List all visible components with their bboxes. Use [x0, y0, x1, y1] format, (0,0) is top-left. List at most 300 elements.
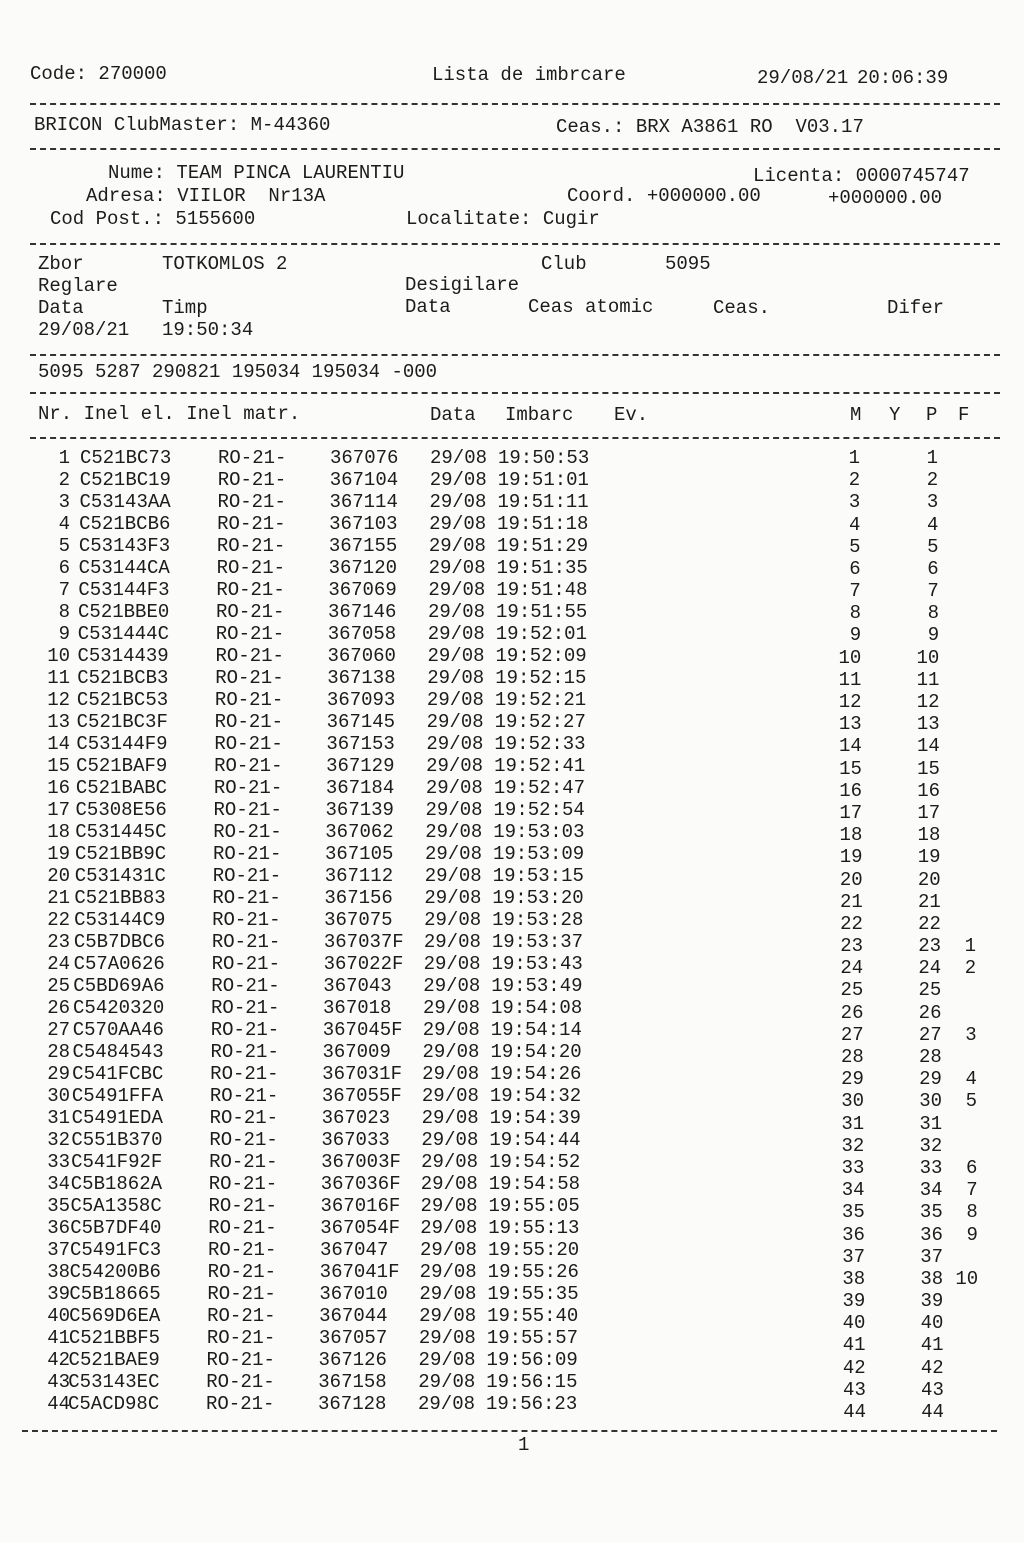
- table-row: [0, 755, 1024, 780]
- ring-number: 367129: [326, 755, 395, 777]
- row-number: 38: [47, 1261, 70, 1283]
- p-value: 22: [918, 912, 941, 935]
- m-value: 7: [849, 580, 861, 603]
- row-number: 24: [47, 953, 70, 975]
- basket-date: 29/08: [419, 1261, 477, 1283]
- ring-number: 367158: [318, 1371, 387, 1393]
- ring-number: 367126: [318, 1349, 387, 1371]
- p-value: 12: [916, 691, 940, 714]
- row-number: 40: [47, 1305, 70, 1327]
- locality: Localitate: Cugir: [406, 208, 600, 230]
- p-value: 42: [920, 1356, 944, 1379]
- electronic-ring: C54200B6: [69, 1261, 161, 1283]
- ring-prefix: RO-21-: [216, 579, 285, 601]
- p-value: 11: [916, 668, 940, 691]
- p-value: 27: [918, 1023, 942, 1046]
- m-value: 15: [839, 757, 862, 780]
- electronic-ring: C521BCB3: [77, 667, 169, 689]
- row-number: 20: [47, 865, 70, 887]
- m-value: 28: [840, 1046, 864, 1069]
- electronic-ring: C551B370: [71, 1129, 163, 1151]
- row-number: 42: [47, 1349, 70, 1371]
- m-value: 18: [839, 824, 863, 847]
- basket-date: 29/08: [427, 623, 485, 645]
- summary-code-line: 5095 5287 290821 195034 195034 -000: [38, 361, 438, 383]
- basket-time: 19:55:40: [487, 1305, 579, 1327]
- ring-number: 367057: [318, 1327, 388, 1349]
- table-row: [0, 1085, 1024, 1113]
- basket-date: 29/08: [427, 645, 485, 667]
- basket-time: 19:56:09: [486, 1349, 578, 1371]
- basket-date: 29/08: [426, 711, 484, 733]
- print-time: 20:06:39: [857, 67, 949, 89]
- ring-prefix: RO-21-: [217, 469, 287, 491]
- f-value: 4: [965, 1068, 977, 1091]
- basket-time: 19:54:52: [489, 1151, 581, 1173]
- basket-time: 19:51:48: [496, 579, 588, 601]
- table-row: [0, 909, 1024, 935]
- basket-time: 19:53:28: [492, 909, 584, 931]
- electronic-ring: C5B7DBC6: [73, 931, 166, 953]
- electronic-ring: C541F92F: [71, 1151, 163, 1173]
- m-value: 24: [840, 957, 864, 980]
- electronic-ring: C521BB83: [74, 887, 166, 909]
- basket-date: 29/08: [429, 469, 487, 491]
- m-value: 17: [839, 801, 863, 824]
- table-row: [0, 645, 1024, 667]
- m-value: 14: [839, 735, 862, 758]
- electronic-ring: C521BC19: [79, 469, 171, 491]
- table-row: [0, 469, 1024, 491]
- basket-time: 19:55:13: [488, 1217, 580, 1239]
- basket-time: 19:53:03: [493, 821, 585, 843]
- postal-code: Cod Post.: 5155600: [50, 208, 256, 230]
- basket-date: 29/08: [419, 1283, 477, 1305]
- ring-number: 367047: [319, 1239, 389, 1261]
- row-number: 22: [47, 909, 70, 931]
- ring-number: 367112: [324, 865, 394, 887]
- f-value: 1: [964, 935, 977, 958]
- row-number: 34: [47, 1173, 70, 1195]
- m-value: 21: [839, 890, 863, 913]
- electronic-ring: C57A0626: [73, 953, 165, 975]
- m-value: 43: [843, 1378, 866, 1401]
- row-number: 15: [47, 755, 70, 777]
- p-value: 39: [920, 1290, 944, 1313]
- m-value: 16: [839, 779, 863, 802]
- row-number: 44: [47, 1393, 70, 1415]
- ring-number: 367022F: [323, 953, 404, 975]
- column-header-ev: Ev.: [614, 404, 649, 426]
- ring-number: 367128: [318, 1393, 387, 1415]
- electronic-ring: C521BC73: [80, 447, 172, 469]
- basket-time: 19:54:08: [491, 997, 583, 1019]
- table-row: [0, 579, 1024, 601]
- row-number: 32: [47, 1129, 70, 1151]
- ring-prefix: RO-21-: [214, 733, 283, 755]
- row-number: 19: [47, 843, 70, 865]
- table-row: [0, 711, 1024, 736]
- basket-time: 19:56:15: [486, 1371, 578, 1393]
- electronic-ring: C521BAF9: [76, 755, 168, 777]
- m-value: 44: [843, 1401, 866, 1423]
- row-number: 2: [58, 469, 70, 491]
- ring-prefix: RO-21-: [209, 1085, 279, 1107]
- p-value: 40: [920, 1312, 944, 1335]
- p-value: 17: [917, 801, 941, 824]
- m-value: 33: [841, 1156, 865, 1179]
- basket-date: 29/08: [426, 689, 484, 711]
- ring-number: 367058: [327, 623, 397, 645]
- m-value: 12: [838, 691, 862, 714]
- table-row: [0, 1283, 1024, 1313]
- ring-prefix: RO-21-: [213, 777, 283, 799]
- ring-prefix: RO-21-: [218, 447, 287, 469]
- basket-date: 29/08: [421, 1151, 479, 1173]
- m-value: 5: [849, 535, 861, 558]
- row-number: 27: [47, 1019, 70, 1041]
- m-value: 9: [849, 624, 862, 647]
- row-number: 6: [58, 557, 70, 579]
- table-row: [0, 1305, 1024, 1335]
- table-row: [0, 1063, 1024, 1091]
- basket-date: 29/08: [423, 975, 481, 997]
- table-row: [0, 535, 1024, 557]
- basket-date: 29/08: [421, 1129, 479, 1151]
- m-value: 34: [841, 1179, 865, 1202]
- table-row: [0, 513, 1024, 535]
- basket-time: 19:55:35: [487, 1283, 579, 1305]
- coordinates-2: +000000.00: [828, 187, 943, 209]
- basket-time: 19:51:18: [497, 513, 589, 535]
- ring-prefix: RO-21-: [215, 667, 284, 689]
- table-row: [0, 843, 1024, 869]
- electronic-ring: C541FCBC: [72, 1063, 164, 1085]
- ring-number: 367062: [325, 821, 394, 843]
- ring-prefix: RO-21-: [215, 645, 284, 667]
- electronic-ring: C53143F3: [78, 535, 171, 557]
- table-row: [0, 1195, 1024, 1224]
- row-number: 17: [47, 799, 70, 821]
- basket-date: 29/08: [418, 1371, 476, 1393]
- f-value: 2: [964, 957, 977, 980]
- row-number: 21: [47, 887, 70, 909]
- electronic-ring: C5491FFA: [71, 1085, 164, 1107]
- p-value: 5: [927, 535, 939, 558]
- ring-number: 367075: [324, 909, 393, 931]
- electronic-ring: C53144F3: [78, 579, 170, 601]
- table-row: [0, 1261, 1024, 1290]
- f-value: 8: [966, 1201, 978, 1224]
- ring-number: 367036F: [320, 1173, 401, 1195]
- address: Adresa: VIILOR Nr13A: [86, 185, 326, 207]
- m-value: 42: [842, 1356, 866, 1379]
- p-value: 18: [917, 824, 941, 847]
- basket-time: 19:53:49: [491, 975, 583, 997]
- basket-time: 19:54:14: [490, 1019, 582, 1041]
- ring-prefix: RO-21-: [208, 1217, 277, 1239]
- difference-label: Difer: [887, 297, 945, 319]
- basket-date: 29/08: [418, 1327, 476, 1349]
- basket-time: 19:51:11: [497, 491, 589, 513]
- table-row: [0, 623, 1024, 645]
- basket-date: 29/08: [422, 1019, 480, 1041]
- table-row: [0, 1239, 1024, 1268]
- basket-date: 29/08: [419, 1305, 477, 1327]
- ring-number: 367103: [329, 513, 398, 535]
- ring-number: 367044: [319, 1305, 388, 1327]
- electronic-ring: C53143AA: [79, 491, 171, 513]
- m-value: 32: [841, 1134, 865, 1157]
- row-number: 41: [47, 1327, 70, 1349]
- electronic-ring: C5ACD98C: [68, 1393, 160, 1415]
- basket-date: 29/08: [422, 1041, 480, 1063]
- document-title: Lista de imbrcare: [432, 64, 626, 86]
- row-number: 23: [47, 931, 70, 953]
- ring-number: 367031F: [322, 1063, 402, 1085]
- ring-prefix: RO-21-: [209, 1151, 278, 1173]
- data2-label: Data: [405, 296, 451, 318]
- ring-prefix: RO-21-: [211, 953, 280, 975]
- m-value: 41: [842, 1334, 866, 1357]
- row-number: 35: [47, 1195, 70, 1217]
- p-value: 23: [918, 935, 942, 958]
- p-value: 24: [918, 957, 942, 980]
- ring-number: 367054F: [320, 1217, 401, 1239]
- flight-name: TOTKOMLOS 2: [162, 253, 288, 275]
- basket-time: 19:51:01: [497, 469, 589, 491]
- table-row: [0, 887, 1024, 913]
- ring-prefix: RO-21-: [214, 689, 284, 711]
- ring-prefix: RO-21-: [215, 623, 285, 645]
- row-number: 3: [58, 491, 70, 513]
- electronic-ring: C5491EDA: [71, 1107, 163, 1129]
- p-value: 30: [919, 1090, 943, 1113]
- ring-prefix: RO-21-: [208, 1195, 277, 1217]
- m-value: 23: [840, 935, 864, 958]
- p-value: 21: [917, 890, 941, 913]
- basket-date: 29/08: [418, 1393, 476, 1415]
- m-value: 30: [841, 1090, 865, 1113]
- divider: [22, 1430, 997, 1432]
- row-number: 36: [47, 1217, 70, 1239]
- basket-date: 29/08: [423, 931, 481, 953]
- basket-date: 29/08: [428, 535, 486, 557]
- clubmaster-id: BRICON ClubMaster: M-44360: [34, 114, 331, 136]
- p-value: 19: [917, 846, 941, 869]
- basket-time: 19:54:20: [490, 1041, 582, 1063]
- p-value: 41: [920, 1334, 944, 1357]
- basket-date: 29/08: [425, 821, 483, 843]
- m-value: 19: [839, 846, 863, 869]
- basket-date: 29/08: [427, 667, 485, 689]
- code-label: Code: 270000: [30, 63, 167, 85]
- m-value: 36: [842, 1223, 865, 1246]
- ring-number: 367033: [321, 1129, 390, 1151]
- divider: [30, 148, 1000, 150]
- ring-number: 367043: [323, 975, 392, 997]
- row-number: 30: [47, 1085, 70, 1107]
- basket-time: 19:52:33: [494, 733, 586, 755]
- row-number: 31: [47, 1107, 70, 1129]
- club-label: Club: [541, 253, 587, 275]
- table-row: [0, 1173, 1024, 1202]
- ring-number: 367120: [328, 557, 398, 579]
- electronic-ring: C5A1358C: [70, 1195, 162, 1217]
- divider: [30, 437, 1000, 439]
- ring-prefix: RO-21-: [209, 1129, 278, 1151]
- p-value: 31: [919, 1112, 943, 1135]
- p-value: 10: [916, 646, 940, 669]
- electronic-ring: C569D6EA: [69, 1305, 161, 1327]
- electronic-ring: C531445C: [75, 821, 167, 843]
- p-value: 35: [919, 1201, 943, 1224]
- electronic-ring: C531444C: [77, 623, 169, 645]
- m-value: 29: [841, 1068, 864, 1091]
- print-date: 29/08/21: [757, 67, 849, 89]
- table-row: [0, 667, 1024, 689]
- basket-time: 19:52:41: [494, 755, 586, 777]
- basket-time: 19:53:37: [491, 931, 584, 953]
- electronic-ring: C5B1862A: [70, 1173, 162, 1195]
- p-value: 44: [921, 1401, 944, 1423]
- ring-prefix: RO-21-: [209, 1107, 279, 1129]
- ring-number: 367105: [324, 843, 394, 865]
- basket-date: 29/08: [419, 1239, 477, 1261]
- basket-date: 29/08: [429, 491, 487, 513]
- p-value: 13: [916, 713, 940, 736]
- electronic-ring: C5314439: [77, 645, 169, 667]
- basket-time: 19:53:15: [492, 865, 584, 887]
- electronic-ring: C521BB9C: [74, 843, 167, 865]
- p-value: 20: [917, 868, 941, 891]
- fancier-name: Nume: TEAM PINCA LAURENTIU: [108, 162, 405, 184]
- table-row: [0, 689, 1024, 714]
- ring-number: 367055F: [321, 1085, 402, 1107]
- p-value: 43: [921, 1378, 944, 1401]
- table-row: [0, 953, 1024, 980]
- electronic-ring: C53144CA: [78, 557, 170, 579]
- table-row: [0, 1349, 1024, 1379]
- p-value: 8: [927, 602, 939, 625]
- row-number: 37: [47, 1239, 70, 1261]
- row-number: 16: [47, 777, 70, 799]
- basket-date: 29/08: [426, 733, 484, 755]
- reglare-label: Reglare: [38, 275, 118, 297]
- m-value: 35: [841, 1201, 865, 1224]
- ring-prefix: RO-21-: [212, 843, 282, 865]
- f-value: 5: [965, 1090, 978, 1113]
- ring-prefix: RO-21-: [212, 865, 282, 887]
- basket-time: 19:52:15: [495, 667, 587, 689]
- electronic-ring: C521BBE0: [78, 601, 170, 623]
- ring-prefix: RO-21-: [211, 997, 280, 1019]
- table-row: [0, 821, 1024, 847]
- electronic-ring: C53143EC: [68, 1371, 160, 1393]
- ring-prefix: RO-21-: [206, 1371, 275, 1393]
- p-value: 16: [917, 779, 941, 802]
- table-row: [0, 733, 1024, 758]
- p-value: 2: [926, 469, 939, 492]
- ring-prefix: RO-21-: [216, 601, 285, 623]
- ring-prefix: RO-21-: [216, 535, 286, 557]
- f-value: 3: [965, 1023, 977, 1046]
- ring-number: 367145: [326, 711, 396, 733]
- row-number: 9: [58, 623, 70, 645]
- electronic-ring: C5B18665: [69, 1283, 161, 1305]
- row-number: 8: [58, 601, 70, 623]
- column-header-p: P: [926, 404, 938, 426]
- ring-number: 367016F: [320, 1195, 401, 1217]
- electronic-ring: C521BCB6: [79, 513, 171, 535]
- electronic-ring: C53144F9: [76, 733, 168, 755]
- basket-date: 29/08: [429, 513, 487, 535]
- p-value: 32: [919, 1134, 943, 1157]
- m-value: 2: [848, 469, 861, 492]
- ring-number: 367069: [328, 579, 397, 601]
- ring-number: 367009: [322, 1041, 391, 1063]
- reglare-date: 29/08/21: [38, 319, 130, 341]
- page-number: 1: [518, 1434, 530, 1456]
- f-value: 6: [966, 1156, 978, 1179]
- basket-time: 19:55:05: [488, 1195, 580, 1217]
- m-value: 4: [849, 513, 861, 536]
- column-header-f: F: [958, 404, 970, 426]
- p-value: 14: [917, 735, 940, 758]
- club-value: 5095: [665, 253, 711, 275]
- ring-number: 367146: [328, 601, 397, 623]
- table-row: [0, 1041, 1024, 1069]
- table-row: [0, 975, 1024, 1002]
- table-row: [0, 865, 1024, 891]
- ring-number: 367003F: [321, 1151, 401, 1173]
- p-value: 25: [918, 979, 942, 1002]
- clock-id: Ceas.: BRX A3861 RO V03.17: [556, 116, 864, 138]
- ring-prefix: RO-21-: [217, 513, 286, 535]
- basket-time: 19:55:57: [486, 1327, 579, 1349]
- reglare-time: 19:50:34: [162, 319, 254, 341]
- p-value: 38: [920, 1267, 944, 1290]
- license: Licenta: 0000745747: [753, 165, 970, 187]
- ring-prefix: RO-21-: [206, 1393, 275, 1415]
- basket-time: 19:54:58: [488, 1173, 580, 1195]
- ring-prefix: RO-21-: [207, 1305, 276, 1327]
- table-row: [0, 557, 1024, 579]
- basket-date: 29/08: [418, 1349, 476, 1371]
- p-value: 9: [927, 624, 940, 647]
- basket-time: 19:50:53: [498, 447, 590, 469]
- p-value: 37: [920, 1245, 944, 1268]
- p-value: 34: [919, 1179, 943, 1202]
- basket-time: 19:54:26: [490, 1063, 582, 1085]
- table-row: [0, 931, 1024, 958]
- f-value: 7: [966, 1179, 978, 1202]
- f-value: 9: [966, 1223, 978, 1246]
- basket-date: 29/08: [424, 909, 482, 931]
- electronic-ring: C521BC3F: [76, 711, 168, 733]
- flight-label: Zbor: [38, 253, 84, 275]
- basket-time: 19:56:23: [486, 1393, 578, 1415]
- basket-time: 19:53:43: [491, 953, 583, 975]
- ring-number: 367153: [326, 733, 395, 755]
- ring-number: 367060: [327, 645, 396, 667]
- p-value: 33: [919, 1156, 943, 1179]
- p-value: 29: [919, 1068, 942, 1091]
- m-value: 1: [848, 447, 860, 469]
- row-number: 29: [47, 1063, 70, 1085]
- electronic-ring: C521BAE9: [68, 1349, 160, 1371]
- basket-time: 19:51:29: [496, 535, 589, 557]
